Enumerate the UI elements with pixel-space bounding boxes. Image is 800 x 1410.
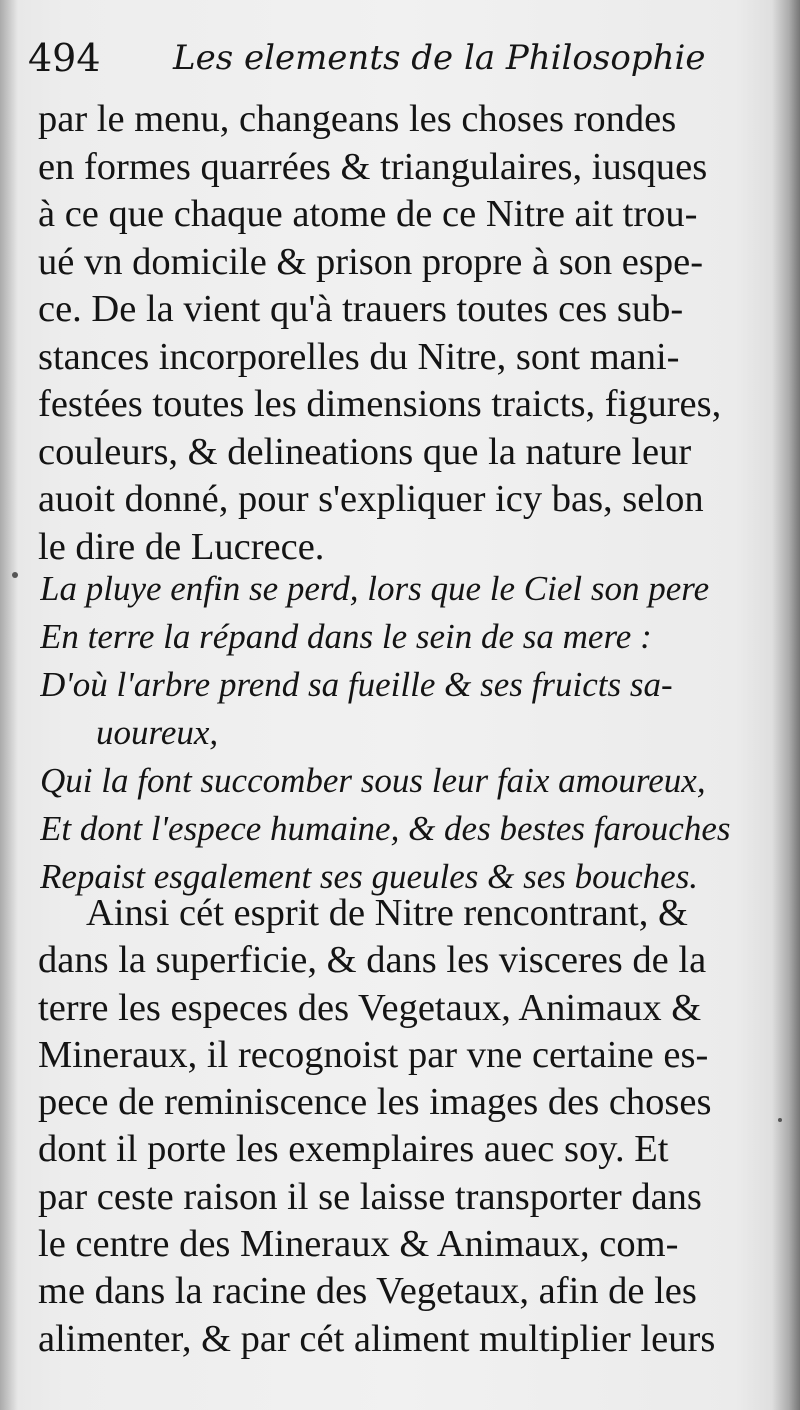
- verse-line: En terre la répand dans le sein de sa mere :: [40, 617, 652, 656]
- text-line: terre les especes des Vegetaux, Animaux &: [38, 986, 702, 1029]
- page-edge-shadow: [772, 0, 800, 1410]
- show-through-signature: [180, 1372, 270, 1402]
- text-line: auoit donné, pour s'expliquer icy bas, selon: [38, 478, 704, 520]
- text-line: à ce que chaque atome de ce Nitre ait trou-: [38, 193, 698, 235]
- text-line: me dans la racine des Vegetaux, afin de les: [38, 1270, 697, 1313]
- text-line: Mineraux, il recognoist par vne certaine es-: [38, 1033, 709, 1076]
- text-line: en formes quarrées & triangulaires, iusques: [38, 145, 708, 188]
- ink-speck: [778, 1118, 782, 1122]
- text-line: pece de reminiscence les images des choses: [38, 1081, 712, 1124]
- text-line: le dire de Lucrece.: [38, 525, 325, 568]
- page-header: [28, 36, 748, 96]
- page-gutter-shadow: [0, 0, 18, 1410]
- paragraph-2: [38, 890, 758, 1363]
- page-number: 494: [28, 36, 101, 80]
- ink-speck: [12, 572, 18, 578]
- verse-line: Et dont l'espece humaine, & des bestes farouches: [40, 809, 731, 848]
- text-line: par ceste raison il se laisse transporter dans: [38, 1175, 702, 1218]
- text-line: stances incorporelles du Nitre, sont mani-: [38, 335, 680, 378]
- text-line: le centre des Mineraux & Animaux, com-: [38, 1223, 679, 1266]
- verse-quotation: [40, 565, 760, 901]
- verse-line: uoureux,: [96, 713, 219, 752]
- text-line: par le menu, changeans les choses rondes: [38, 98, 677, 140]
- running-title: Les elements de la Philosophie: [173, 38, 706, 78]
- text-line: dont il porte les exemplaires auec soy. Et: [38, 1128, 669, 1171]
- text-line: ce. De la vient qu'à trauers toutes ces sub-: [38, 288, 684, 330]
- verse-line: Repaist esgalement ses gueules & ses bouches.: [40, 857, 699, 896]
- text-line: ué vn domicile & prison propre à son espe-: [38, 240, 704, 283]
- text-line: dans la superficie, & dans les visceres de la: [38, 939, 707, 982]
- text-line: Ainsi cét esprit de Nitre rencontrant, &: [86, 892, 688, 934]
- text-line: alimenter, & par cét aliment multiplier leurs: [38, 1317, 716, 1360]
- verse-line: Qui la font succomber sous leur faix amoureux,: [40, 761, 706, 800]
- text-line: couleurs, & delineations que la nature leur: [38, 430, 692, 473]
- text-line: festées toutes les dimensions traicts, figures,: [38, 383, 722, 425]
- verse-line: La pluye enfin se perd, lors que le Ciel son pere: [40, 569, 710, 608]
- paragraph-1: [38, 96, 758, 571]
- verse-line: D'où l'arbre prend sa fueille & ses fruicts sa-: [40, 665, 673, 704]
